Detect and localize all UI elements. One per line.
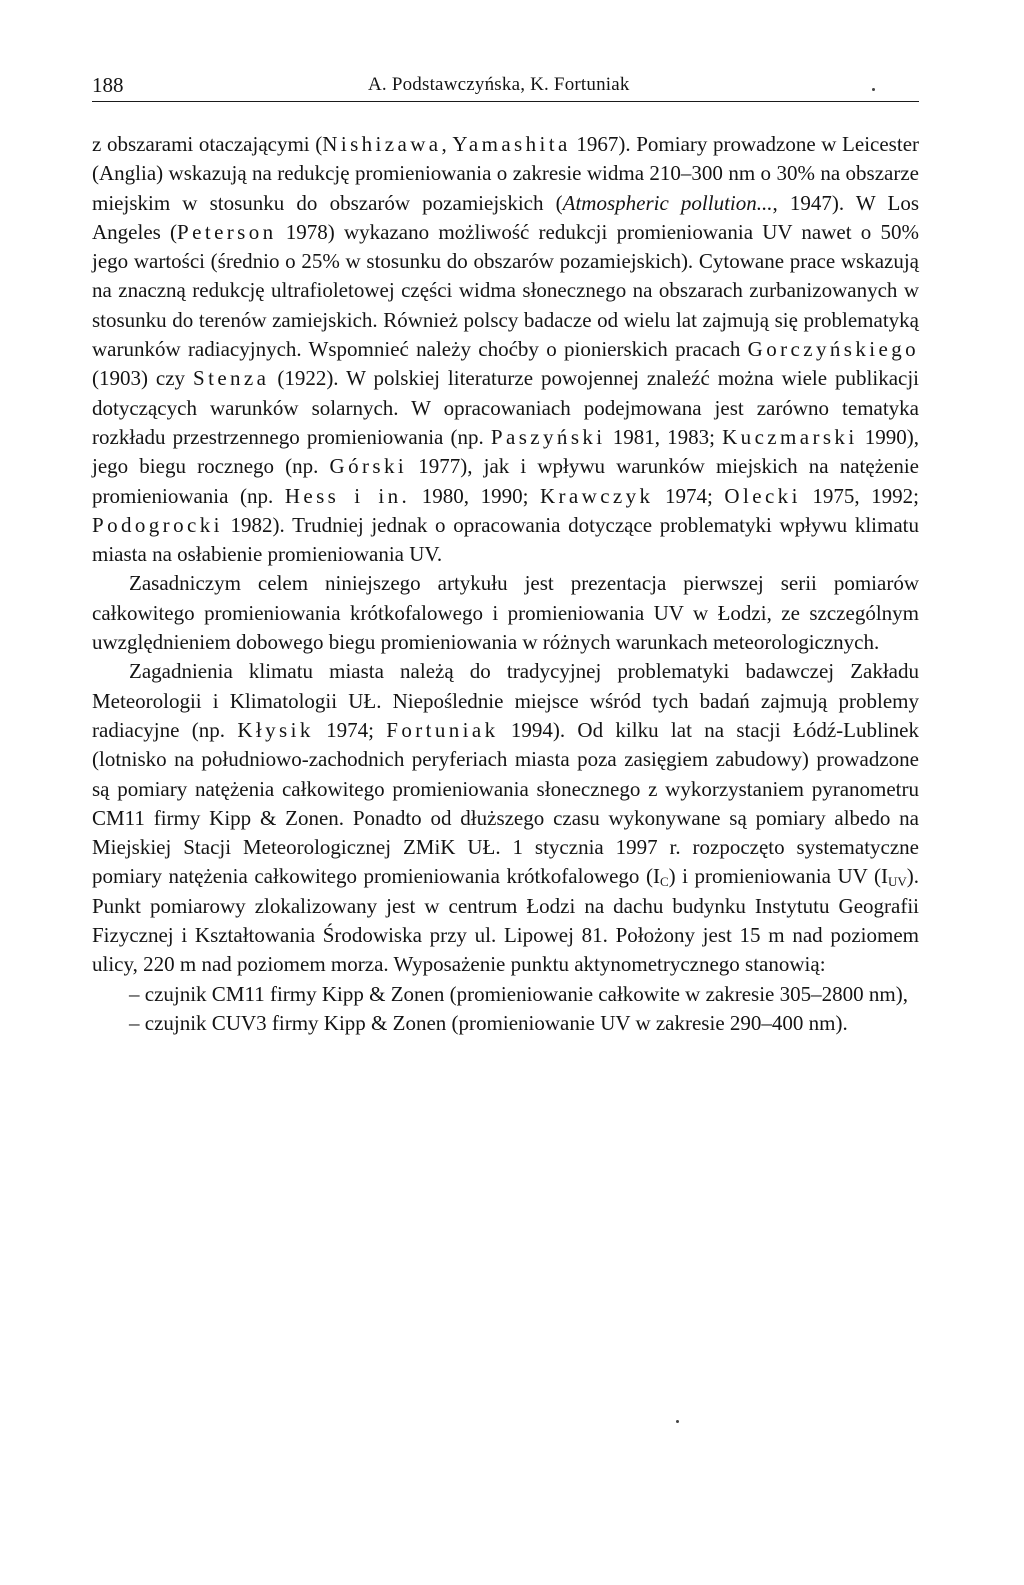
text-run: ). Punkt pomiarowy zlokalizowany jest w centrum Łodzi na dachu budynku Instytutu Geografii Fizycznej i Kształtowania Środowiska przy ul. Lipowej 81. Położony jest 15 m nad poziomem ulicy, 220 m nad poziomem morza. Wyposażenie punktu aktynometrycznego stanowią: <box>92 864 919 977</box>
subscript: C <box>659 874 669 890</box>
text-run: – czujnik CUV3 firmy Kipp & Zonen (promieniowanie UV w zakresie 290–400 nm). <box>129 1010 848 1035</box>
text-run: 1978) wykazano możliwość redukcji promieniowania UV nawet o 50% jego wartości (średnio o 25% w stosunku do obszarów pozamiejskich). Cytowane prace wskazują na znaczną redukcję ultrafioletowej części widma słonecznego na obszarach zurbanizowanych w stosunku do terenów zamiejskich. Również polscy badacze od wielu lat zajmują się problematyką warunków radiacyjnych. Wspomnieć należy choćby o pionierskich pracach <box>92 219 919 362</box>
text-run: Zagadnienia klimatu miasta należą do tradycyjnej problematyki badawczej Zakładu Meteorologii i Klimatologii UŁ. Niepoślednie miejsce wśród tych badań zajmują problemy radiacyjne (np. <box>92 659 919 742</box>
cited-author: Olecki <box>724 483 801 508</box>
page-number: 188 <box>92 73 124 97</box>
text-run: 1990), jego biegu rocznego (np. <box>92 424 919 479</box>
article-body <box>92 130 919 1038</box>
paragraph <box>92 130 919 569</box>
text-run: 1974; <box>313 717 387 742</box>
page-header <box>92 72 919 100</box>
text-run: ) i promieniowania UV (I <box>668 864 888 889</box>
cited-author: Gorczyńskiego <box>747 337 919 362</box>
text-run: , 1947). W Los Angeles ( <box>92 190 919 244</box>
cited-author: Fortuniak <box>386 717 499 742</box>
text-run: 1975, 1992; <box>800 483 920 508</box>
text-run: , <box>441 132 453 156</box>
scan-speck <box>676 1420 679 1423</box>
list-item <box>92 1009 919 1038</box>
text-run: z obszarami otaczającymi ( <box>92 132 323 156</box>
subscript: UV <box>887 874 907 890</box>
list-item <box>92 980 919 1009</box>
text-run: (1922). W polskiej literaturze powojennej znaleźć można wiele publikacji dotyczących warunków solarnych. W opracowaniach podejmowana jest zarówno tematyka rozkładu przestrzennego promieniowania (np. <box>92 366 919 449</box>
cited-author: Nishizawa <box>322 132 442 156</box>
cited-author: Podogrocki <box>92 512 223 537</box>
text-run: Zasadniczym celem niniejszego artykułu jest prezentacja pierwszej serii pomiarów całkowitego promieniowania krótkofalowego i promieniowania UV w Łodzi, ze szczególnym uwzględnieniem dobowego biegu promieniowania w różnych warunkach meteorologicznych. <box>92 571 919 655</box>
running-head-authors: A. Podstawczyńska, K. Fortuniak <box>368 74 630 95</box>
cited-author: Krawczyk <box>539 483 654 508</box>
cited-author: Paszyński <box>490 424 606 449</box>
text-run: 1994). Od kilku lat na stacji Łódź-Lublinek (lotnisko na południowo-zachodnich peryferiach miasta poza zasięgiem zabudowy) prowadzone są pomiary natężenia całkowitego promieniowania słonecznego z wykorzystaniem pyranometru CM11 firmy Kipp & Zonen. Ponadto od dłuższego czasu wykonywane są pomiary albedo na Miejskiej Stacji Meteorologicznej ZMiK UŁ. 1 stycznia 1997 r. rozpoczęto systematyczne pomiary natężenia całkowitego promieniowania krótkofalowego (I <box>92 717 919 889</box>
cited-author: Górski <box>329 454 408 479</box>
cited-author: Peterson <box>177 219 277 244</box>
header-rule <box>92 101 919 102</box>
cited-author: Hess i in. <box>284 483 411 508</box>
text-run: 1982). Trudniej jednak o opracowania dotyczące problematyki wpływu klimatu miasta na osłabienie promieniowania UV. <box>92 512 919 567</box>
cited-author: Stenza <box>193 366 270 391</box>
text-run: – czujnik CM11 firmy Kipp & Zonen (promieniowanie całkowite w zakresie 305–2800 nm), <box>129 981 908 1006</box>
text-run: 1981, 1983; <box>605 424 723 449</box>
text-run: (1903) czy <box>92 366 193 391</box>
paragraph <box>92 569 919 657</box>
cited-author: Yamashita <box>452 132 571 156</box>
text-run: 1967). Pomiary prowadzone w Leicester (Anglia) wskazują na redukcję promieniowania o zakresie widma 210–300 nm o 30% na obszarze miejskim w stosunku do obszarów pozamiejskich ( <box>92 132 920 215</box>
text-run: 1980, 1990; <box>410 483 540 508</box>
paragraph <box>92 657 919 979</box>
cited-author: Kłysik <box>237 717 314 742</box>
scan-speck <box>872 88 875 91</box>
text-run: 1977), jak i wpływu warunków miejskich na natężenie promieniowania (np. <box>92 454 919 508</box>
cited-title: Atmospheric pollution... <box>562 190 773 215</box>
text-run: 1974; <box>653 483 725 508</box>
cited-author: Kuczmarski <box>722 424 858 449</box>
